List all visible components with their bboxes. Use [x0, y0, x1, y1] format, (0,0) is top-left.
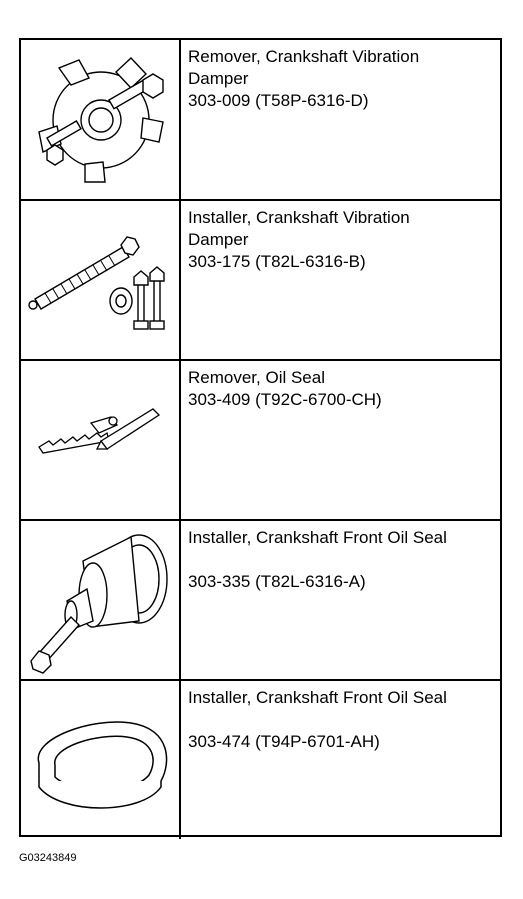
- tool-image-cell: [21, 201, 181, 359]
- table-row: [21, 519, 500, 679]
- table-row: [21, 359, 500, 519]
- tool-number: 303-474 (T94P-6701-AH): [188, 732, 380, 751]
- tool-name-line: [188, 549, 498, 571]
- table-row: [21, 40, 500, 199]
- crankshaft-damper-installer-icon: [21, 201, 179, 357]
- oil-seal-remover-icon: [21, 361, 179, 517]
- table-row: [21, 199, 500, 359]
- tool-name-line: Damper: [188, 230, 249, 249]
- tool-name-line: Remover, Crankshaft Vibration: [188, 47, 420, 66]
- tool-name-line: Installer, Crankshaft Vibration: [188, 208, 410, 227]
- tool-description: [188, 687, 498, 753]
- tool-description: [188, 367, 498, 411]
- front-oil-seal-installer-icon: [21, 521, 179, 677]
- tool-name-line: Installer, Crankshaft Front Oil Seal: [188, 688, 447, 707]
- tool-image-cell: [21, 681, 181, 839]
- tool-description: [188, 207, 498, 273]
- tool-name-line: Damper: [188, 69, 249, 88]
- seal-ring-installer-icon: [21, 681, 179, 837]
- tool-number: 303-335 (T82L-6316-A): [188, 572, 366, 591]
- tool-number: 303-009 (T58P-6316-D): [188, 91, 369, 110]
- tool-image-cell: [21, 361, 181, 519]
- crankshaft-damper-remover-icon: [21, 40, 179, 196]
- tool-image-cell: [21, 521, 181, 679]
- tool-number: 303-175 (T82L-6316-B): [188, 252, 366, 271]
- tool-description: [188, 46, 498, 112]
- tool-name-line: Installer, Crankshaft Front Oil Seal: [188, 528, 447, 547]
- special-tools-table: [19, 38, 502, 837]
- tool-name-line: [188, 709, 498, 731]
- tool-name-line: Remover, Oil Seal: [188, 368, 325, 387]
- tool-image-cell: [21, 40, 181, 199]
- figure-code: G03243849: [19, 852, 77, 864]
- table-row: [21, 679, 500, 839]
- tool-number: 303-409 (T92C-6700-CH): [188, 390, 382, 409]
- tool-description: [188, 527, 498, 593]
